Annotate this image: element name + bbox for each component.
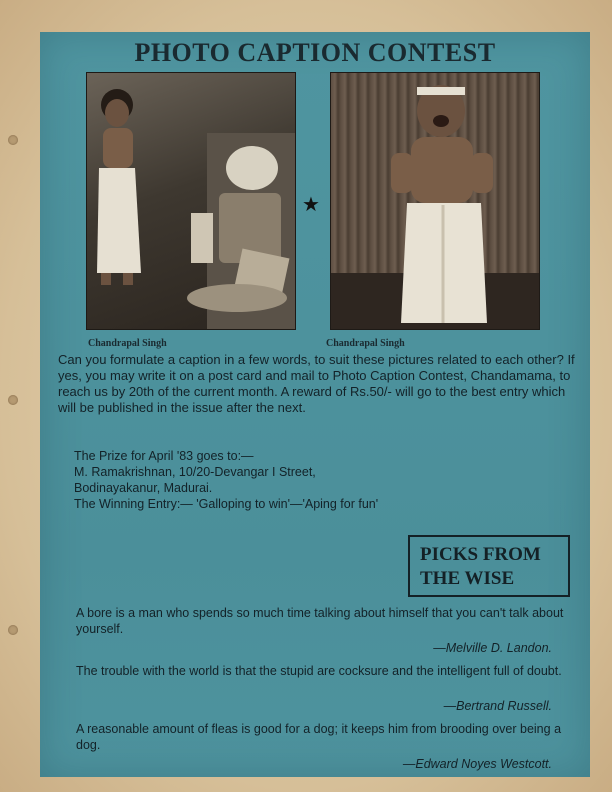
prize-heading: The Prize for April '83 goes to:—	[74, 449, 254, 463]
quote-author: —Edward Noyes Westcott.	[402, 757, 552, 771]
photo-credit: Chandrapal Singh	[326, 338, 405, 349]
contest-instructions: Can you formulate a caption in a few words, to suit these pictures related to each other? If yes, you may write it on a post card and mail to Photo Caption Contest, Chandamama, to reach us by 20th of the current month. A reward of Rs.50/- will go to the best entry which will be published in the issue after the next.	[58, 352, 575, 415]
child-with-shrine-photo	[86, 72, 296, 330]
quote-author: —Melville D. Landon.	[433, 641, 552, 655]
quote-text: A bore is a man who spends so much time talking about himself that you can't talk about yourself.	[76, 606, 564, 636]
page-title: PHOTO CAPTION CONTEST	[134, 38, 496, 67]
quote-text: A reasonable amount of fleas is good for a dog; it keeps him from brooding over being a dog.	[76, 722, 562, 752]
star-icon: ★	[302, 192, 320, 216]
picks-heading-line: THE WISE	[420, 568, 515, 589]
binding-hole	[8, 395, 18, 405]
binding-hole	[8, 625, 18, 635]
picks-from-the-wise-heading	[408, 535, 570, 597]
photo-credit: Chandrapal Singh	[88, 338, 167, 349]
binding-hole	[8, 135, 18, 145]
winning-entry: The Winning Entry:— 'Galloping to win'—'Aping for fun'	[74, 497, 379, 511]
crying-child-photo	[330, 72, 540, 330]
quote-author: —Bertrand Russell.	[443, 699, 552, 713]
quote-text: The trouble with the world is that the stupid are cocksure and the intelligent full of doubt.	[76, 664, 562, 678]
picks-heading-line: PICKS FROM	[420, 544, 541, 565]
winner-city: Bodinayakanur, Madurai.	[74, 481, 213, 495]
prize-announcement	[74, 448, 554, 512]
winner-address: M. Ramakrishnan, 10/20-Devangar I Street,	[74, 465, 316, 479]
